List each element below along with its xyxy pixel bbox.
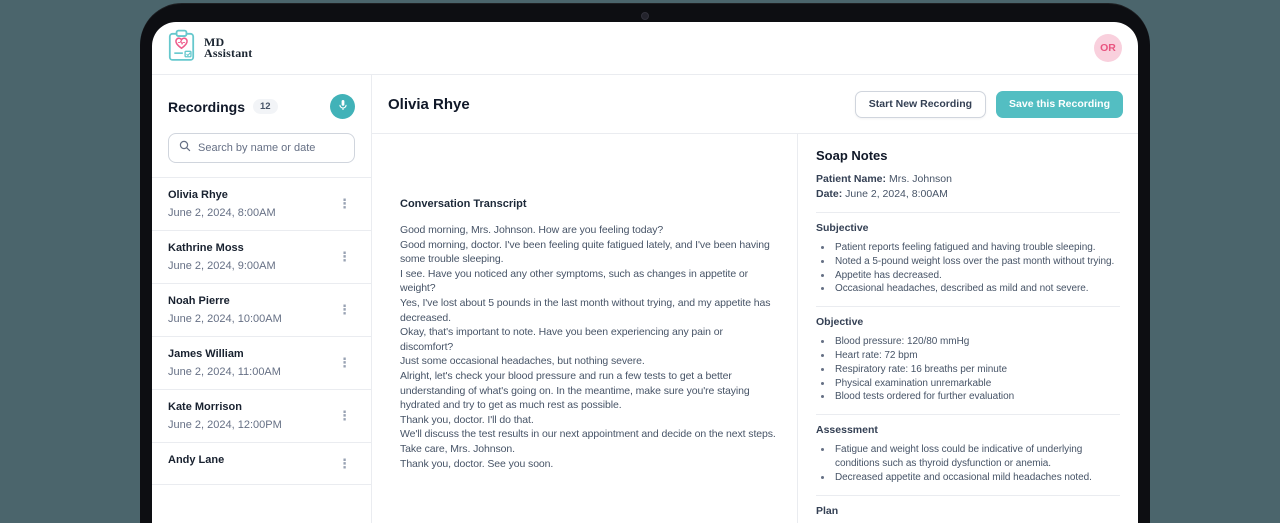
search-icon — [179, 139, 191, 157]
bullet-item: • Noted a 5-pound weight loss over the past month without trying. — [833, 255, 1120, 269]
recording-name: Noah Pierre — [168, 295, 230, 307]
list-item[interactable] — [152, 231, 371, 284]
kebab-menu-icon[interactable]: ⋮ — [338, 355, 351, 370]
bullet-item: • Appetite has decreased. — [833, 269, 1120, 283]
bullet-item: • Decreased appetite and occasional mild headaches noted. — [833, 471, 1120, 485]
avatar[interactable]: OR — [1094, 34, 1122, 62]
transcript-line: Thank you, doctor. See you soon. — [400, 457, 554, 470]
section-heading: Plan — [816, 504, 839, 517]
page-title: Olivia Rhye — [388, 95, 470, 113]
main-content — [372, 133, 1138, 523]
recordings-list — [152, 178, 371, 523]
sidebar-header — [152, 75, 371, 132]
camera-dot — [641, 12, 649, 20]
main-header — [372, 75, 1138, 133]
bullet-item: • Physical examination unremarkable — [833, 377, 1120, 391]
app-body — [152, 75, 1138, 523]
recording-date: June 2, 2024, 12:00PM — [168, 419, 282, 431]
transcript-line: Thank you, doctor. I'll do that. — [400, 413, 534, 426]
bullet-item: • Respiratory rate: 16 breaths per minute — [833, 363, 1120, 377]
search-input[interactable] — [198, 142, 344, 154]
kebab-menu-icon[interactable]: ⋮ — [338, 455, 351, 471]
bullet-item: • Patient reports feeling fatigued and having trouble sleeping. — [833, 241, 1120, 255]
app-title: MD Assistant — [204, 34, 253, 60]
kebab-menu-icon[interactable]: ⋮ — [338, 302, 351, 317]
list-item[interactable] — [152, 337, 371, 390]
list-item[interactable] — [152, 390, 371, 443]
bullet-item: • Blood pressure: 120/80 mmHg — [833, 335, 1120, 349]
list-item[interactable] — [152, 443, 371, 485]
section-heading: Objective — [816, 316, 864, 329]
transcript-line: Yes, I've lost about 5 pounds in the last month without trying, and my appetite has decreased. — [400, 296, 771, 324]
bullet-item: • Blood tests ordered for further evaluation — [833, 390, 1120, 404]
header-actions — [855, 91, 1123, 118]
transcript-line: Just some occasional headaches, but nothing severe. — [400, 355, 645, 368]
transcript-line: Good morning, doctor. I've been feeling quite fatigued lately, and I've been having some trouble sleeping. — [400, 238, 770, 266]
bullet-item: • Heart rate: 72 bpm — [833, 349, 1120, 363]
app-logo — [168, 29, 252, 67]
recording-date — [168, 472, 224, 473]
bullet-list — [816, 443, 1120, 484]
search-box[interactable] — [168, 133, 355, 163]
list-item[interactable] — [152, 284, 371, 337]
transcript-line: Okay, that's important to note. Have you been experiencing any pain or discomfort? — [400, 326, 723, 353]
recordings-sidebar — [152, 75, 372, 523]
section-heading: Assessment — [816, 424, 878, 437]
app-header — [152, 22, 1138, 75]
record-mic-button[interactable] — [330, 94, 355, 119]
soap-notes-title: Soap Notes — [816, 148, 888, 163]
recording-date: June 2, 2024, 11:00AM — [168, 366, 281, 378]
transcript-line: Alright, let's check your blood pressure and run a few tests to get a better understanding of what's going on. In the meantime, make sure you're staying hydrated and try to get as much rest as possible. — [400, 369, 750, 412]
transcript-line: We'll discuss the test results in our next appointment and decide on the next steps. Take care, Mrs. Johnson. — [400, 428, 776, 455]
save-recording-button[interactable]: Save this Recording — [996, 91, 1123, 118]
recording-name: Olivia Rhye — [168, 189, 228, 201]
soap-notes-panel — [797, 134, 1138, 523]
soap-section-objective — [816, 306, 1120, 404]
list-item[interactable] — [152, 178, 371, 231]
transcript-heading: Conversation Transcript — [400, 198, 527, 210]
transcript-panel — [372, 134, 797, 523]
main-panel — [372, 75, 1138, 523]
sidebar-title: Recordings — [168, 98, 246, 115]
soap-patient-info — [816, 172, 1120, 202]
soap-section-assessment — [816, 414, 1120, 484]
device-frame — [140, 3, 1150, 523]
transcript-text — [400, 223, 777, 471]
bullet-list — [816, 335, 1120, 404]
recording-name: James William — [168, 348, 244, 360]
date-line: Date: June 2, 2024, 8:00AM — [816, 188, 948, 200]
recording-date: June 2, 2024, 8:00AM — [168, 207, 276, 219]
recording-name: Kate Morrison — [168, 401, 242, 413]
app-screen — [152, 22, 1138, 523]
transcript-line: I see. Have you noticed any other symptoms, such as changes in appetite or weight? — [400, 267, 749, 295]
kebab-menu-icon[interactable]: ⋮ — [338, 196, 351, 211]
bullet-item: • Occasional headaches, described as mild and not severe. — [833, 282, 1120, 296]
soap-section-plan — [816, 495, 1120, 517]
recording-name: Andy Lane — [168, 454, 225, 466]
bullet-list — [816, 241, 1120, 296]
transcript-line: Good morning, Mrs. Johnson. How are you feeling today? — [400, 224, 664, 236]
recording-name: Kathrine Moss — [168, 242, 244, 254]
bullet-item: • Fatigue and weight loss could be indicative of underlying conditions such as thyroid dysfunction or anemia. — [833, 443, 1120, 471]
patient-name-line: Patient Name: Mrs. Johnson — [816, 173, 952, 185]
section-heading: Subjective — [816, 222, 869, 234]
recording-date: June 2, 2024, 10:00AM — [168, 313, 282, 325]
recording-date: June 2, 2024, 9:00AM — [168, 260, 276, 272]
start-new-recording-button[interactable]: Start New Recording — [855, 91, 986, 118]
clipboard-heart-logo-icon — [168, 29, 195, 67]
recordings-count-badge: 12 — [253, 99, 278, 114]
microphone-icon — [337, 99, 349, 114]
kebab-menu-icon[interactable]: ⋮ — [338, 249, 351, 264]
soap-section-subjective — [816, 212, 1120, 296]
kebab-menu-icon[interactable]: ⋮ — [338, 408, 351, 423]
